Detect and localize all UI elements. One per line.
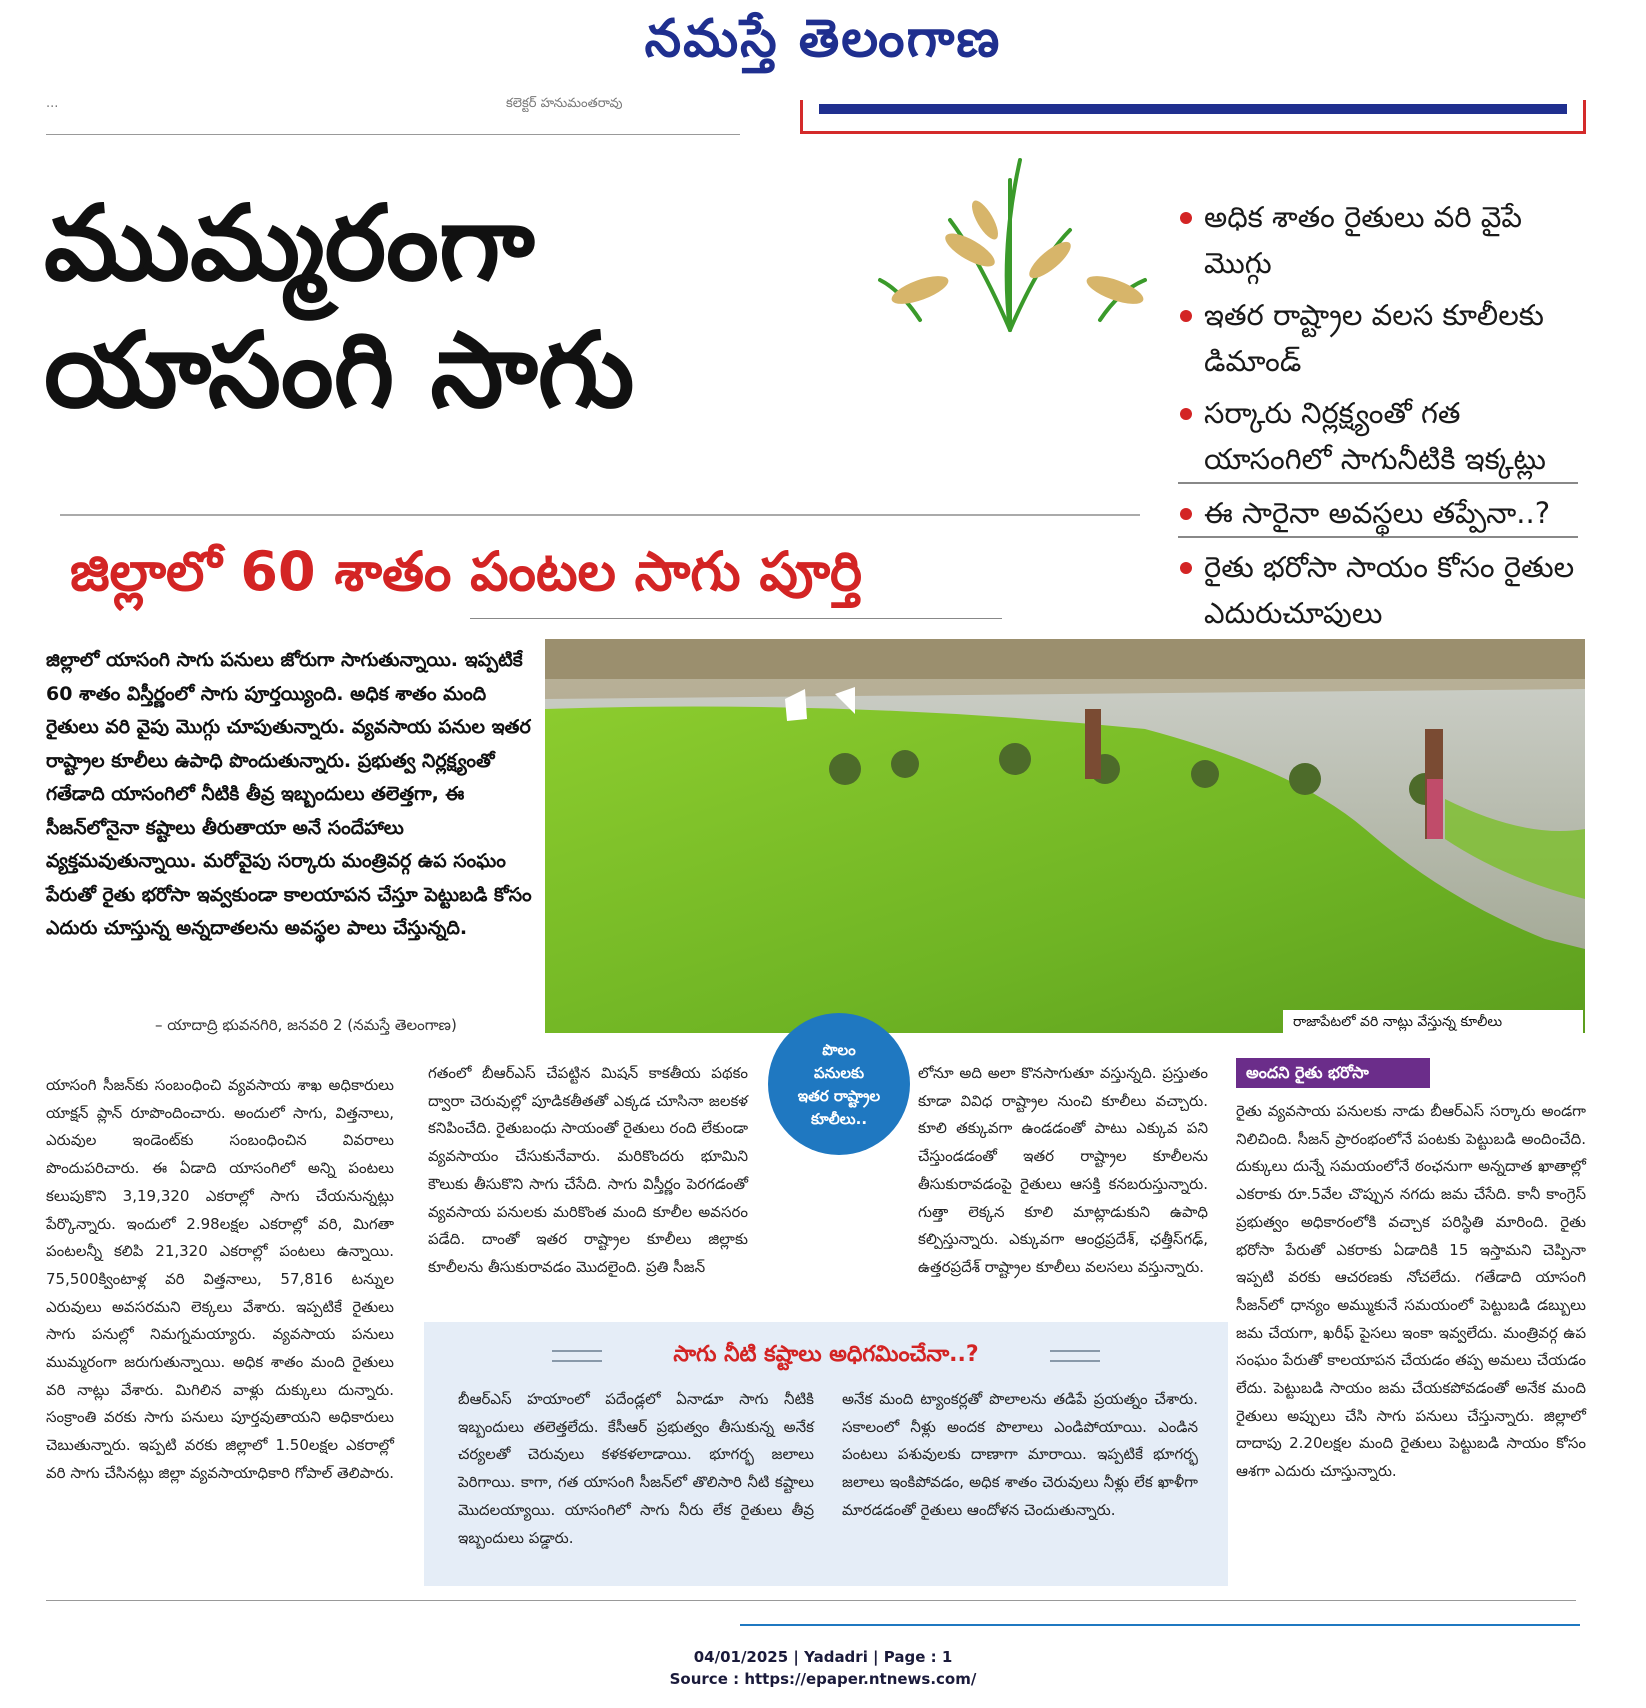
highlight-box xyxy=(424,1322,1228,1586)
highlight-item: సర్కారు నిర్లక్ష్యంతో గత యాసంగిలో సాగునీటికి ఇక్కట్లు xyxy=(1178,390,1578,484)
masthead-logo: నమస్తే తెలంగాణ xyxy=(644,8,1002,69)
bullet-dot-icon xyxy=(1180,310,1192,322)
highlight-item: ఈ సారైనా అవస్థలు తప్పేనా..? xyxy=(1178,490,1578,538)
decorative-lines xyxy=(1050,1350,1100,1362)
footer-source-link[interactable]: Source : https://epaper.ntnews.com/ xyxy=(669,1670,977,1688)
divider xyxy=(46,134,740,135)
divider xyxy=(60,514,1140,516)
photo-caption: రాజాపేటలో వరి నాట్లు వేస్తున్న కూలీలు xyxy=(1283,1010,1583,1036)
box-column-2: అనేక మంది ట్యాంకర్లతో పొలాలను తడిపే ప్రయత్నం చేశారు. సకాలంలో నీళ్లు అందక పొలాలు ఎండిపోయాయి. ఎండిన పంటలు పశువులకు దాణాగా మారాయి. ఇప్పటికే భూగర్భ జలాలు ఇంకిపోవడం, అధిక శాతం చెరువులు నీళ్లు లేక ఖాళీగా మారడడంతో రైతులు ఆందోళన చెందుతున్నారు. xyxy=(842,1390,1198,1519)
headline-line-2: యాసంగి సాగు xyxy=(44,308,635,431)
dateline: – యాదాద్రి భువనగిరి, జనవరి 2 (నమస్తే తెలంగాణ) xyxy=(155,1016,457,1034)
highlight-item: రైతు భరోసా సాయం కోసం రైతుల ఎదురుచూపులు xyxy=(1178,544,1578,636)
top-strip-left: ... xyxy=(46,96,59,111)
sidebar-tag: అందని రైతు భరోసా xyxy=(1236,1058,1430,1088)
bullet-dot-icon xyxy=(1180,508,1192,520)
highlight-item: ఇతర రాష్ట్రాల వలస కూలీలకు డిమాండ్ xyxy=(1178,292,1578,384)
top-strip-right: కలెక్టర్ హనుమంతరావు xyxy=(506,96,623,111)
box-title: సాగు నీటి కష్టాలు అధిగమించేనా..? xyxy=(673,1342,979,1367)
paddy-field-photo xyxy=(545,639,1585,1033)
highlight-item: అధిక శాతం రైతులు వరి వైపే మొగ్గు xyxy=(1178,194,1578,286)
subheadline: జిల్లాలో 60 శాతం పంటల సాగు పూర్తి xyxy=(70,540,863,603)
footer-date-page: 04/01/2025 | Yadadri | Page : 1 xyxy=(693,1648,953,1666)
divider xyxy=(46,1600,1576,1601)
page-footer xyxy=(0,1646,1646,1690)
box-column-1: బీఆర్‌ఎస్ హయాంలో పదేండ్లలో ఏనాడూ సాగు నీటికి ఇబ్బందులు తలెత్తలేదు. కేసీఆర్ ప్రభుత్వం తీసుకున్న అనేక చర్యలతో చెరువులు కళకళలాడాయి. భూగర్భ జలాలు పెరిగాయి. కాగా, గత యాసంగి సీజన్‌లో తొలిసారి నీటి కష్టాలు మొదలయ్యాయి. యాసంగిలో సాగు నీరు లేక రైతులు తీవ్ర ఇబ్బందులు పడ్డారు. xyxy=(458,1390,814,1547)
bullet-dot-icon xyxy=(1180,562,1192,574)
sidebar-article: రైతు వ్యవసాయ పనులకు నాడు బీఆర్‌ఎస్ సర్కారు అండగా నిలిచింది. సీజన్ ప్రారంభంలోనే పంటకు పెట్టుబడి అందించేది. దుక్కులు దున్నే సమయంలోనే ఠంఛనుగా అన్నదాత ఖాతాల్లో ఎకరాకు రూ.5వేల చొప్పున నగదు జమ చేసేది. కానీ కాంగ్రెస్ ప్రభుత్వం అధికారంలోకి వచ్చాక పరిస్థితి మారింది. రైతు భరోసా పేరుతో ఎకరాకు ఏడాదికి 15 ఇస్తామని చెప్పినా ఇప్పటి వరకు ఆచరణకు నోచలేదు. గతేడాది యాసంగి సీజన్‌లో ధాన్యం అమ్ముకునే సమయంలో పెట్టుబడి డబ్బులు జమ చేయగా, ఖరీఫ్ పైసలు ఇంకా ఇవ్వలేదు. మంత్రివర్గ ఉప సంఘం పేరుతో కాలయాపన చేయడం తప్ప అమలు చేయడం లేదు. పెట్టుబడి సాయం జమ చేయకపోవడంతో అనేక మంది రైతులు అప్పులు చేసి సాగు పనులు చేస్తున్నారు. జిల్లాలో దాదాపు 2.20లక్షల మంది రైతులు పెట్టుబడి సాయం కోసం ఆశగా ఎదురు చూస్తున్నారు. xyxy=(1236,1102,1586,1481)
article-column-1: యాసంగి సీజన్‌కు సంబంధించి వ్యవసాయ శాఖ అధికారులు యాక్షన్ ప్లాన్ రూపొందించారు. అందులో సాగు, విత్తనాలు, ఎరువుల ఇండెంట్‌కు సంబంధించిన వివరాలు పొందుపరిచారు. ఈ ఏడాది యాసంగిలో అన్ని పంటలు కలుపుకొని 3,19,320 ఎకరాల్లో సాగు చేయనున్నట్లు పేర్కొన్నారు. ఇందులో 2.98లక్షల ఎకరాల్లో వరి, మిగతా పంటలన్నీ కలిపి 21,320 ఎకరాల్లో పంటలు ఉన్నాయి. 75,500క్వింటాళ్ల వరి విత్తనాలు, 57,816 టన్నుల ఎరువులు అవసరమని లెక్కలు వేశారు. ఇప్పటికే రైతులు సాగు పనుల్లో నిమగ్నమయ్యారు. వ్యవసాయ పనులు ముమ్మరంగా జరుగుతున్నాయి. అధిక శాతం మంది రైతులు వరి నాట్లు వేశారు. మిగిలిన వాళ్లు దుక్కులు దున్నారు. సంక్రాంతి వరకు సాగు పనులు పూర్తవుతాయని అధికారులు చెబుతున్నారు. ఇప్పటి వరకు జిల్లాలో 1.50లక్షల ఎకరాల్లో వరి సాగు చేసినట్లు జిల్లా వ్యవసాయాధికారి గోపాల్ తెలిపారు. xyxy=(46,1076,395,1482)
headline-line-1: ముమ్మరంగా xyxy=(44,182,535,304)
divider xyxy=(470,618,1002,619)
highlights-list xyxy=(1178,194,1578,636)
decorative-banner xyxy=(800,100,1586,134)
divider xyxy=(740,1624,1580,1626)
intro-paragraph: జిల్లాలో యాసంగి సాగు పనులు జోరుగా సాగుతున్నాయి. ఇప్పటికే 60 శాతం విస్తీర్ణంలో సాగు పూర్తయ్యింది. అధిక శాతం మంది రైతులు వరి వైపు మొగ్గు చూపుతున్నారు. వ్యవసాయ పనుల ఇతర రాష్ట్రాల కూలీలు ఉపాధి పొందుతున్నారు. ప్రభుత్వ నిర్లక్ష్యంతో గతేడాది యాసంగిలో నీటికి తీవ్ర ఇబ్బందులు తలెత్తగా, ఈ సీజన్‌లోనైనా కష్టాలు తీరుతాయా అనే సందేహాలు వ్యక్తమవుతున్నాయి. మరోవైపు సర్కారు మంత్రివర్గ ఉప సంఘం పేరుతో రైతు భరోసా ఇవ్వకుండా కాలయాపన చేస్తూ పెట్టుబడి కోసం ఎదురు చూస్తున్న అన్నదాతలను అవస్థల పాలు చేస్తున్నది. xyxy=(46,649,532,939)
rice-plant-illustration xyxy=(860,140,1160,340)
bullet-dot-icon xyxy=(1180,212,1192,224)
bullet-dot-icon xyxy=(1180,408,1192,420)
callout-badge: పొలం పనులకు ఇతర రాష్ట్రాల కూలీలు.. xyxy=(768,1013,910,1155)
article-column-3: లోనూ అది అలా కొనసాగుతూ వస్తున్నది. ప్రస్తుతం కూడా వివిధ రాష్ట్రాల నుంచి కూలీలు వచ్చారు. కూలి తక్కువగా ఉండడంతో పాటు ఎక్కువ పని చేస్తుండడంతో ఇతర రాష్ట్రాల కూలీలను తీసుకురావడంపై రైతులు ఆసక్తి కనబరుస్తున్నారు. గుత్తా లెక్కన కూలి మాట్లాడుకుని ఉపాధి కల్పిస్తున్నారు. ఎక్కువగా ఆంధ్రప్రదేశ్, ఛత్తీస్‌గఢ్, ఉత్తరప్రదేశ్ రాష్ట్రాల కూలీలు వలసలు వస్తున్నారు. xyxy=(918,1064,1208,1276)
article-column-2: గతంలో బీఆర్‌ఎస్ చేపట్టిన మిషన్ కాకతీయ పథకం ద్వారా చెరువుల్లో పూడికతీతతో ఎక్కడ చూసినా జలకళ కనిపించేది. రైతుబంధు సాయంతో రైతులు రంది లేకుండా వ్యవసాయం చేసుకునేవారు. మరికొందరు భూమిని కౌలుకు తీసుకొని సాగు చేసేది. సాగు విస్తీర్ణం పెరగడంతో వ్యవసాయ పనులకు మరికొంత మంది కూలీల అవసరం పడేది. దాంతో ఇతర రాష్ట్రాల కూలీలు జిల్లాకు కూలీలను తీసుకురావడం మొదలైంది. ప్రతి సీజన్ xyxy=(428,1064,748,1276)
